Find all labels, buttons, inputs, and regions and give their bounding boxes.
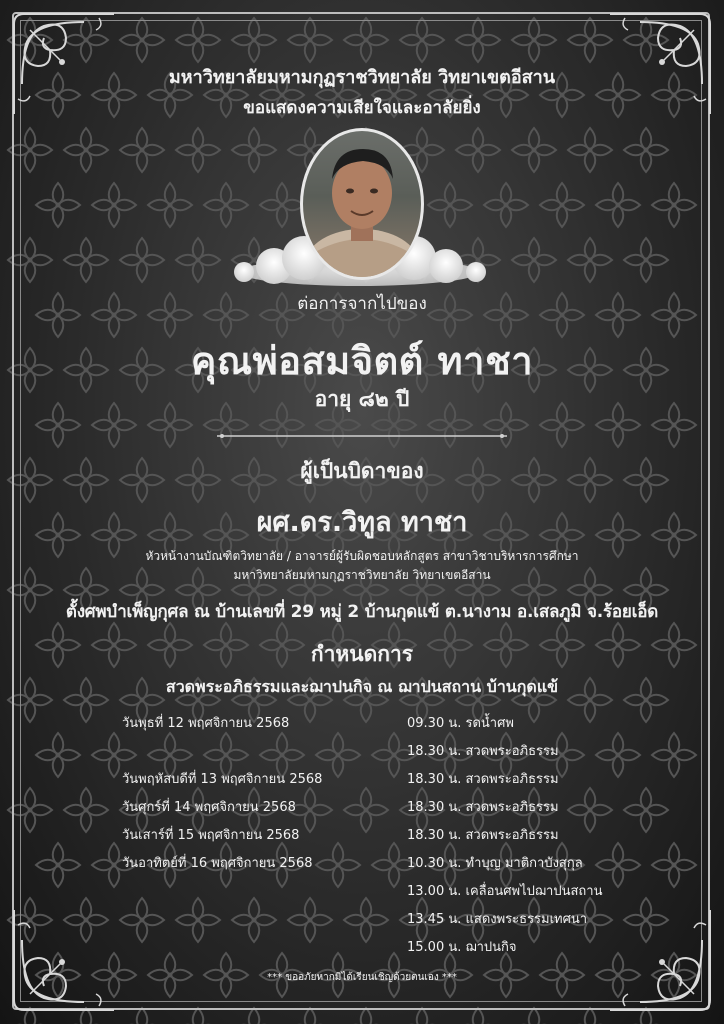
departure-text: ต่อการจากไปของ <box>297 294 427 314</box>
schedule-date: วันพฤหัสบดีที่ 13 พฤศจิกายน 2568 <box>122 772 323 787</box>
flower-motif-icon <box>344 1008 388 1024</box>
schedule-date: วันพุธที่ 12 พฤศจิกายน 2568 <box>122 716 290 731</box>
schedule-event: 13.00 น. เคลื่อนศพไปฌาปนสถาน <box>407 884 603 899</box>
schedule-event: 10.30 น. ทำบุญ มาติกาบังสุกุล <box>407 856 583 871</box>
schedule-event: 18.30 น. สวดพระอภิธรรม <box>407 828 559 843</box>
son-position-line-1: หัวหน้างานบัณฑิตวิทยาลัย / อาจารย์ผู้รับผิดชอบหลักสูตร สาขาวิชาบริหารการศึกษา <box>145 549 579 563</box>
schedule-event: 18.30 น. สวดพระอภิธรรม <box>407 800 559 815</box>
deceased-name: คุณพ่อสมจิตต์ ทาชา <box>190 339 534 383</box>
schedule-event: 09.30 น. รดน้ำศพ <box>407 716 514 731</box>
organization-title: มหาวิทยาลัยมหามกุฏราชวิทยาลัย วิทยาเขตอีสาน <box>168 67 556 88</box>
flower-motif-icon <box>456 1008 500 1024</box>
schedule-event: 18.30 น. สวดพระอภิธรรม <box>407 772 559 787</box>
footer-note: *** ขออภัยหากมิได้เรียนเชิญด้วยตนเอง *** <box>267 972 457 983</box>
portrait-image <box>300 128 424 280</box>
flower-motif-icon <box>288 1008 332 1024</box>
son-name: ผศ.ดร.วิทูล ทาชา <box>256 507 468 538</box>
schedule-heading: กำหนดการ <box>310 642 414 666</box>
deceased-age: อายุ ๘๒ ปี <box>314 387 410 411</box>
portrait-photo <box>300 128 424 280</box>
flower-motif-icon <box>512 1008 556 1024</box>
flower-motif-icon <box>232 1008 276 1024</box>
schedule-event: 15.00 น. ฌาปนกิจ <box>407 940 517 955</box>
divider-line <box>217 431 507 441</box>
flower-motif-icon <box>400 1008 444 1024</box>
flower-motif-icon <box>120 1008 164 1024</box>
corner-ornament-icon <box>4 900 124 1020</box>
schedule-date: วันศุกร์ที่ 14 พฤศจิกายน 2568 <box>122 800 296 815</box>
schedule-event: 18.30 น. สวดพระอภิธรรม <box>407 744 559 759</box>
schedule-event: 13.45 น. แสดงพระธรรมเทศนา <box>407 912 588 927</box>
schedule-date: วันเสาร์ที่ 15 พฤศจิกายน 2568 <box>122 828 300 843</box>
schedule-date: วันอาทิตย์ที่ 16 พฤศจิกายน 2568 <box>122 856 313 871</box>
corner-ornament-icon <box>600 900 720 1020</box>
venue-text: ตั้งศพบำเพ็ญกุศล ณ บ้านเลขที่ 29 หมู่ 2 บ้านกุดแข้ ต.นางาม อ.เสลภูมิ จ.ร้อยเอ็ด <box>65 602 659 622</box>
flower-motif-icon <box>176 1008 220 1024</box>
relation-text: ผู้เป็นบิดาของ <box>300 459 424 483</box>
schedule-subheading: สวดพระอภิธรรมและฌาปนกิจ ณ ฌาปนสถาน บ้านกุดแข้ <box>165 677 559 696</box>
condolence-text: ขอแสดงความเสียใจและอาลัยยิ่ง <box>243 98 481 118</box>
son-position-line-2: มหาวิทยาลัยมหามกุฏราชวิทยาลัย วิทยาเขตอีสาน <box>233 568 491 582</box>
person-silhouette-icon <box>303 131 421 277</box>
